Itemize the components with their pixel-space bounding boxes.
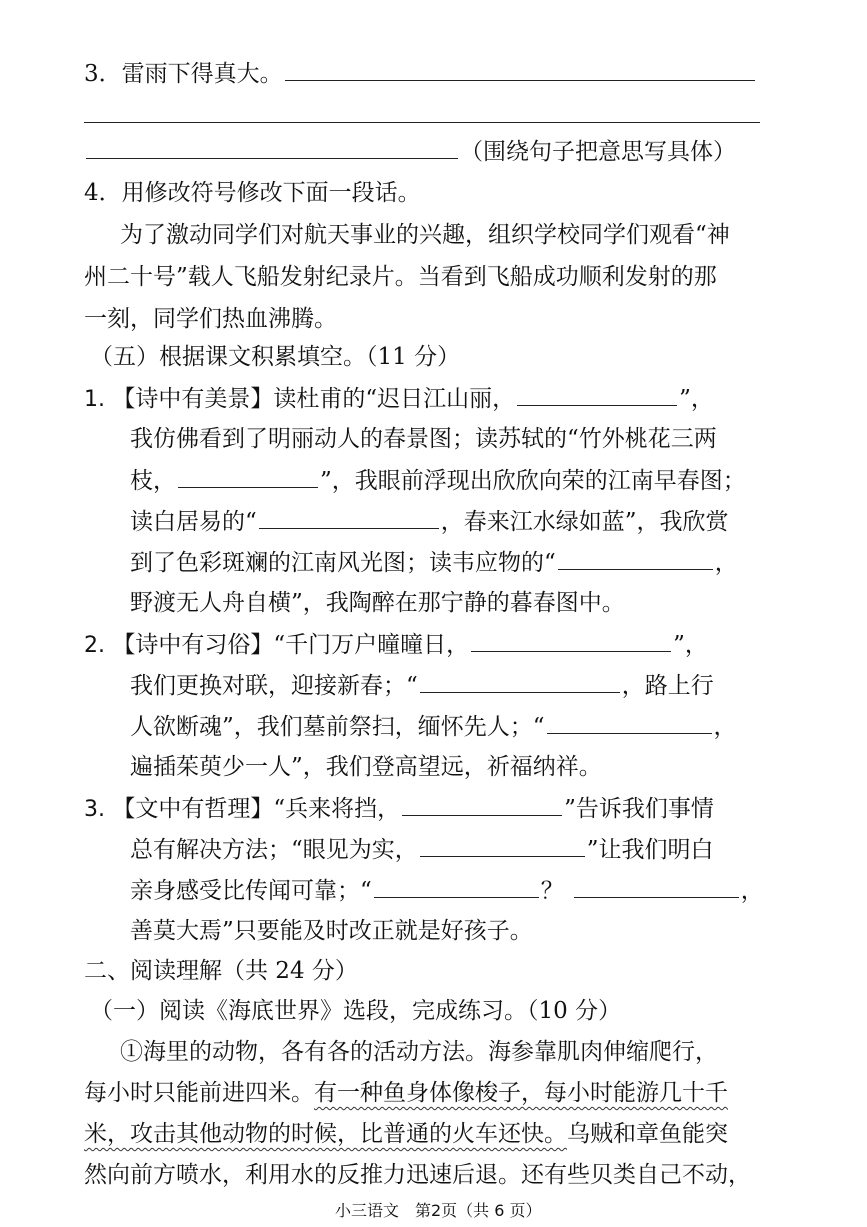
answer-blank[interactable] [574, 875, 739, 898]
answer-blank[interactable] [285, 58, 755, 81]
passage-line: 然向前方喷水，利用水的反推力迅速后退。还有些贝类自己不动， [84, 1162, 751, 1188]
s5-q1-line6: 野渡无人舟自横”，我陶醉在那宁静的暮春图中。 [130, 590, 625, 616]
answer-blank[interactable] [558, 547, 713, 570]
passage-line: 每小时只能前进四米。有一种鱼身体像梭子，每小时能游几十千 [84, 1080, 728, 1106]
answer-blank[interactable] [402, 793, 562, 816]
s5-q2-line3: 人欲断魂”，我们墓前祭扫，缅怀先人；“ ， [130, 711, 737, 742]
question-number: 3. [84, 797, 105, 822]
passage-line: ①海里的动物，各有各的活动方法。海参靠肌肉伸缩爬行， [120, 1039, 718, 1065]
s5-q3-line4: 善莫大焉”只要能及时改正就是好孩子。 [130, 918, 533, 944]
s5-q2-line1: 2. 【诗中有习俗】“千门万户曈曈日， ”， [84, 629, 708, 661]
page-footer: 小三语文 第2页（共 6 页） [335, 1201, 542, 1220]
s5-q3-line1: 3. 【文中有哲理】“兵来将挡， ”告诉我们事情 [84, 793, 714, 825]
section5-title: （五）根据课文积累填空。（11 分） [90, 344, 461, 370]
answer-blank[interactable] [178, 465, 318, 488]
wavy-underlined-sentence: 有一种鱼身体像梭子，每小时能游几十千 [314, 1080, 728, 1106]
s5-q1-line2: 我仿佛看到了明丽动人的春景图；读苏轼的“竹外桃花三两 [130, 426, 717, 452]
answer-blank[interactable] [259, 506, 439, 529]
answer-blank[interactable] [420, 834, 585, 857]
s5-q2-line4: 遍插茱萸少一人”，我们登高望远，祈福纳祥。 [130, 754, 602, 780]
s5-q1-line4: 读白居易的“ ，春来江水绿如蓝”，我欣赏 [130, 506, 729, 537]
answer-blank[interactable] [374, 875, 539, 898]
answer-line[interactable] [84, 122, 760, 123]
q4-paragraph-line: 一刻，同学们热血沸腾。 [84, 306, 337, 332]
answer-blank[interactable] [471, 629, 671, 652]
q3-hint: （围绕句子把意思写具体） [460, 139, 736, 165]
q3-rewrite-label: 3．雷雨下得真大。 [84, 58, 757, 89]
answer-blank[interactable] [420, 670, 620, 693]
q4-paragraph-line: 为了激动同学们对航天事业的兴趣，组织学校同学们观看“神 [120, 222, 730, 248]
question-number: 2. [84, 633, 105, 658]
s5-q1-line1: 1. 【诗中有美景】读杜甫的“迟日江山丽， ”， [84, 383, 714, 415]
wavy-underlined-sentence: 米，攻击其他动物的时候，比普通的火车还快。 [84, 1121, 567, 1147]
question-number: 1. [84, 387, 105, 412]
s5-q1-line3: 枝， ”，我眼前浮现出欣欣向荣的江南早春图； [130, 465, 746, 496]
q4-label: 4．用修改符号修改下面一段话。 [84, 180, 421, 206]
s5-q3-line3: 亲身感受比传闻可靠；“ ？ ， [130, 875, 764, 906]
answer-blank[interactable] [547, 711, 712, 734]
answer-blank[interactable] [86, 136, 458, 159]
part2-title: 二、阅读理解（共 24 分） [84, 958, 358, 984]
s5-q2-line2: 我们更换对联，迎接新春；“ ，路上行 [130, 670, 714, 701]
passage-line: 米，攻击其他动物的时候，比普通的火车还快。乌贼和章鱼能突 [84, 1121, 728, 1147]
answer-blank[interactable] [517, 383, 677, 406]
s5-q3-line2: 总有解决方法；“眼见为实， ”让我们明白 [130, 834, 714, 865]
reading1-title: （一）阅读《海底世界》选段，完成练习。（10 分） [90, 998, 622, 1024]
q4-paragraph-line: 州二十号”载人飞船发射纪录片。当看到飞船成功顺利发射的那 [84, 264, 717, 290]
q3-rewrite-hint-row [84, 136, 736, 167]
s5-q1-line5: 到了色彩斑斓的江南风光图；读韦应物的“ ， [130, 547, 738, 578]
